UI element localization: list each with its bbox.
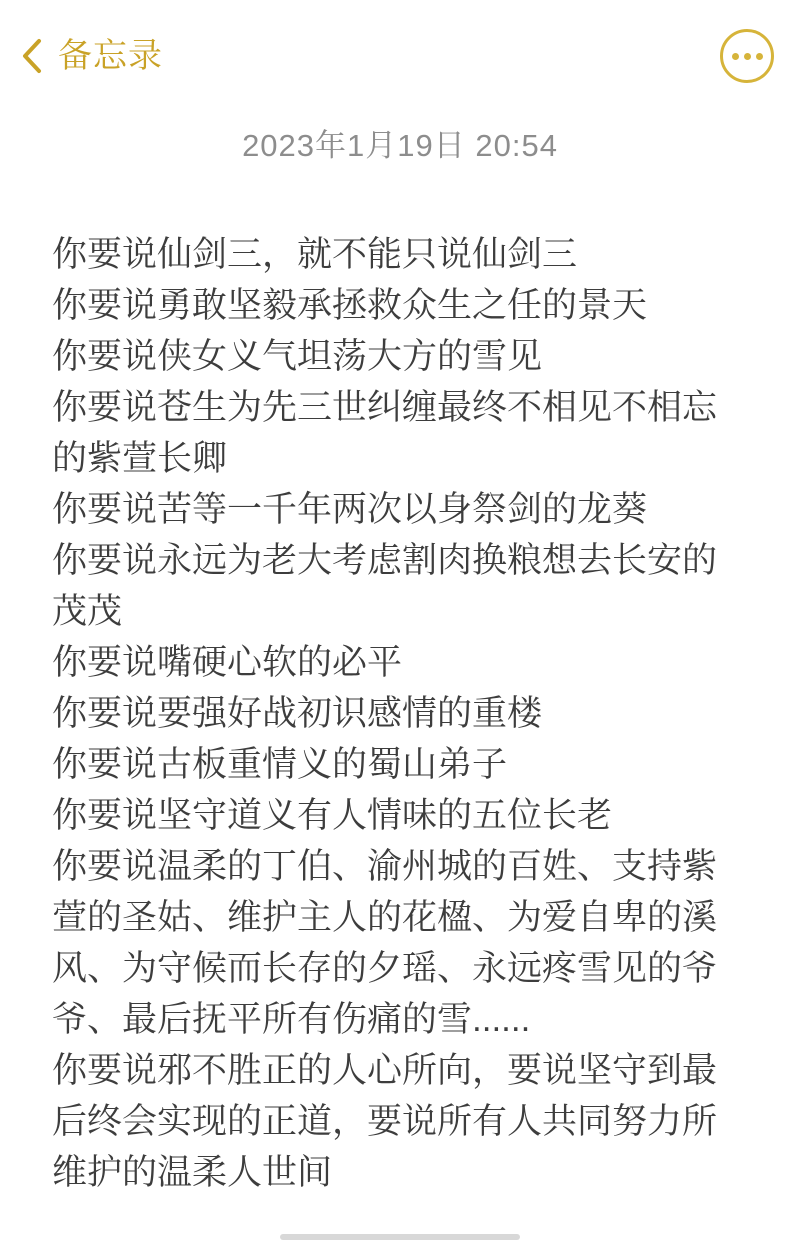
note-paragraph: 你要说古板重情义的蜀山弟子	[52, 745, 508, 784]
bottom-bar	[0, 1208, 800, 1254]
more-dot-3	[756, 53, 763, 60]
note-paragraph: 你要说苦等一千年两次以身祭剑的龙葵	[52, 490, 648, 529]
note-paragraph: 你要说嘴硬心软的必平	[52, 643, 403, 682]
note-paragraph: 你要说苍生为先三世纠缠最终不相见不相忘的紫萱长卿	[52, 388, 718, 478]
chevron-left-icon[interactable]	[18, 36, 46, 76]
note-timestamp: 2023年1月19日 20:54	[242, 128, 558, 163]
note-content[interactable]	[0, 165, 800, 1198]
note-paragraph: 你要说邪不胜正的人心所向，要说坚守到最后终会实现的正道，要说所有人共同努力所维护的温柔人世间	[52, 1051, 718, 1192]
home-indicator[interactable]	[280, 1234, 520, 1240]
more-options-icon[interactable]	[720, 29, 774, 83]
note-paragraph: 你要说要强好战初识感情的重楼	[52, 694, 543, 733]
more-dot-2	[744, 53, 751, 60]
note-paragraph: 你要说温柔的丁伯、渝州城的百姓、支持紫萱的圣姑、维护主人的花楹、为爱自卑的溪风、为守候而长存的夕瑶、永远疼雪见的爷爷、最后抚平所有伤痛的雪......	[52, 847, 718, 1039]
note-paragraph: 你要说仙剑三，就不能只说仙剑三	[52, 235, 578, 274]
note-paragraph: 你要说坚守道义有人情味的五位长老	[52, 796, 613, 835]
note-paragraph: 你要说勇敢坚毅承拯救众生之任的景天	[52, 286, 648, 325]
back-button[interactable]	[18, 36, 163, 76]
app-header	[0, 0, 800, 112]
nav-title: 备忘录	[58, 37, 163, 75]
more-dot-1	[732, 53, 739, 60]
note-paragraph: 你要说侠女义气坦荡大方的雪见	[52, 337, 543, 376]
note-paragraph: 你要说永远为老大考虑割肉换粮想去长安的茂茂	[52, 541, 718, 631]
